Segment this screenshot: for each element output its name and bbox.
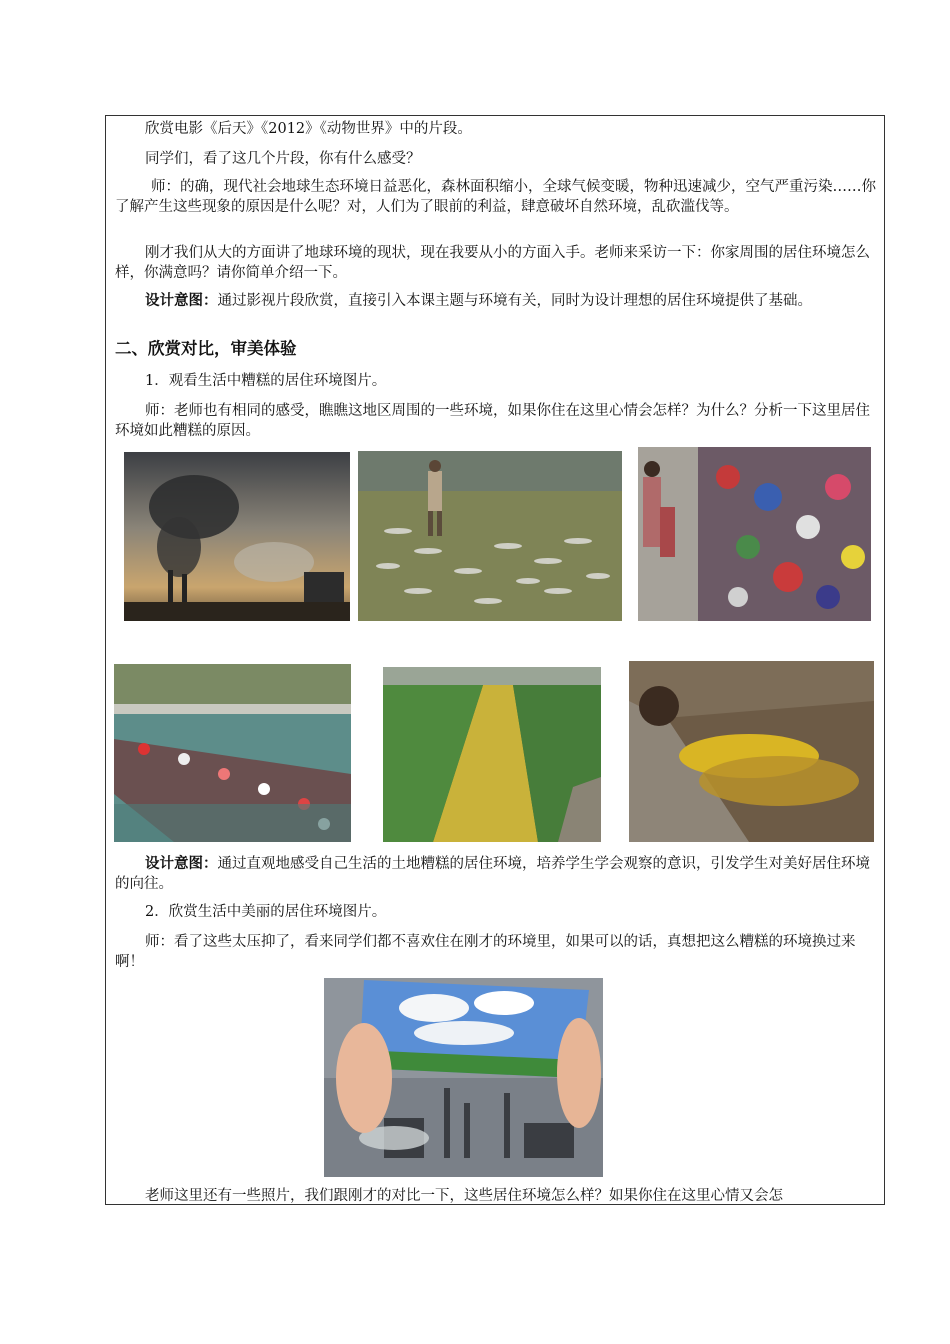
design-intent-label: 设计意图：: [145, 856, 218, 872]
photo-garbage-river: [638, 447, 871, 621]
design-intent-text: 通过影视片段欣赏，直接引入本课主题与环境有关，同时为设计理想的居住环境提供了基础。: [217, 293, 812, 309]
section-heading: 二、欣赏对比，审美体验: [115, 339, 297, 358]
item-2: 2．欣赏生活中美丽的居住环境图片。: [145, 904, 387, 920]
paragraph-teacher-1: 师：老师也有相同的感受，瞧瞧这地区周围的一些环境，如果你住在这里心情会怎样？为什么？分析一下这里居住环境如此糟糕的原因。: [115, 403, 870, 439]
paragraph-movie-clips: 欣赏电影《后天》《2012》《动物世界》中的片段。: [145, 121, 472, 137]
paragraph-last: 老师这里还有一些照片，我们跟刚才的对比一下，这些居住环境怎么样？如果你住在这里心情又会怎: [145, 1188, 783, 1204]
photo-factory-smoke: [124, 452, 350, 621]
lesson-table-cell: [105, 115, 885, 1205]
paragraph-teacher-environment: 师：的确，现代社会地球生态环境日益恶化，森林面积缩小，全球气候变暖，物种迅速减少，空气严重污染……你了解产生这些现象的原因是什么呢？对，人们为了眼前的利益，肆意破坏自然环境，乱砍滥伐等。: [115, 179, 876, 215]
photo-environment-comparison: [324, 978, 603, 1177]
paragraph-question: 同学们，看了这几个片段，你有什么感受？: [145, 151, 421, 167]
photo-dead-fish: [358, 451, 622, 621]
photo-yellow-canal: [383, 667, 601, 842]
item-1: 1．观看生活中糟糕的居住环境图片。: [145, 373, 387, 389]
photo-sewage-outflow: [629, 661, 874, 842]
paragraph-teacher-2: 师：看了这些太压抑了，看来同学们都不喜欢住在刚才的环境里，如果可以的话，真想把这么糟糕的环境换过来啊！: [115, 934, 856, 970]
photo-trash-lake: [114, 664, 351, 842]
design-intent-label: 设计意图：: [145, 293, 218, 309]
paragraph-interview: 刚才我们从大的方面讲了地球环境的现状，现在我要从小的方面入手。老师来采访一下：你家周围的居住环境怎么样，你满意吗？请你简单介绍一下。: [115, 245, 870, 281]
design-intent-text: 通过直观地感受自己生活的土地糟糕的居住环境，培养学生学会观察的意识，引发学生对美好居住环境的向往。: [115, 856, 870, 892]
design-intent-2: [115, 854, 877, 894]
design-intent-1: [115, 291, 877, 311]
